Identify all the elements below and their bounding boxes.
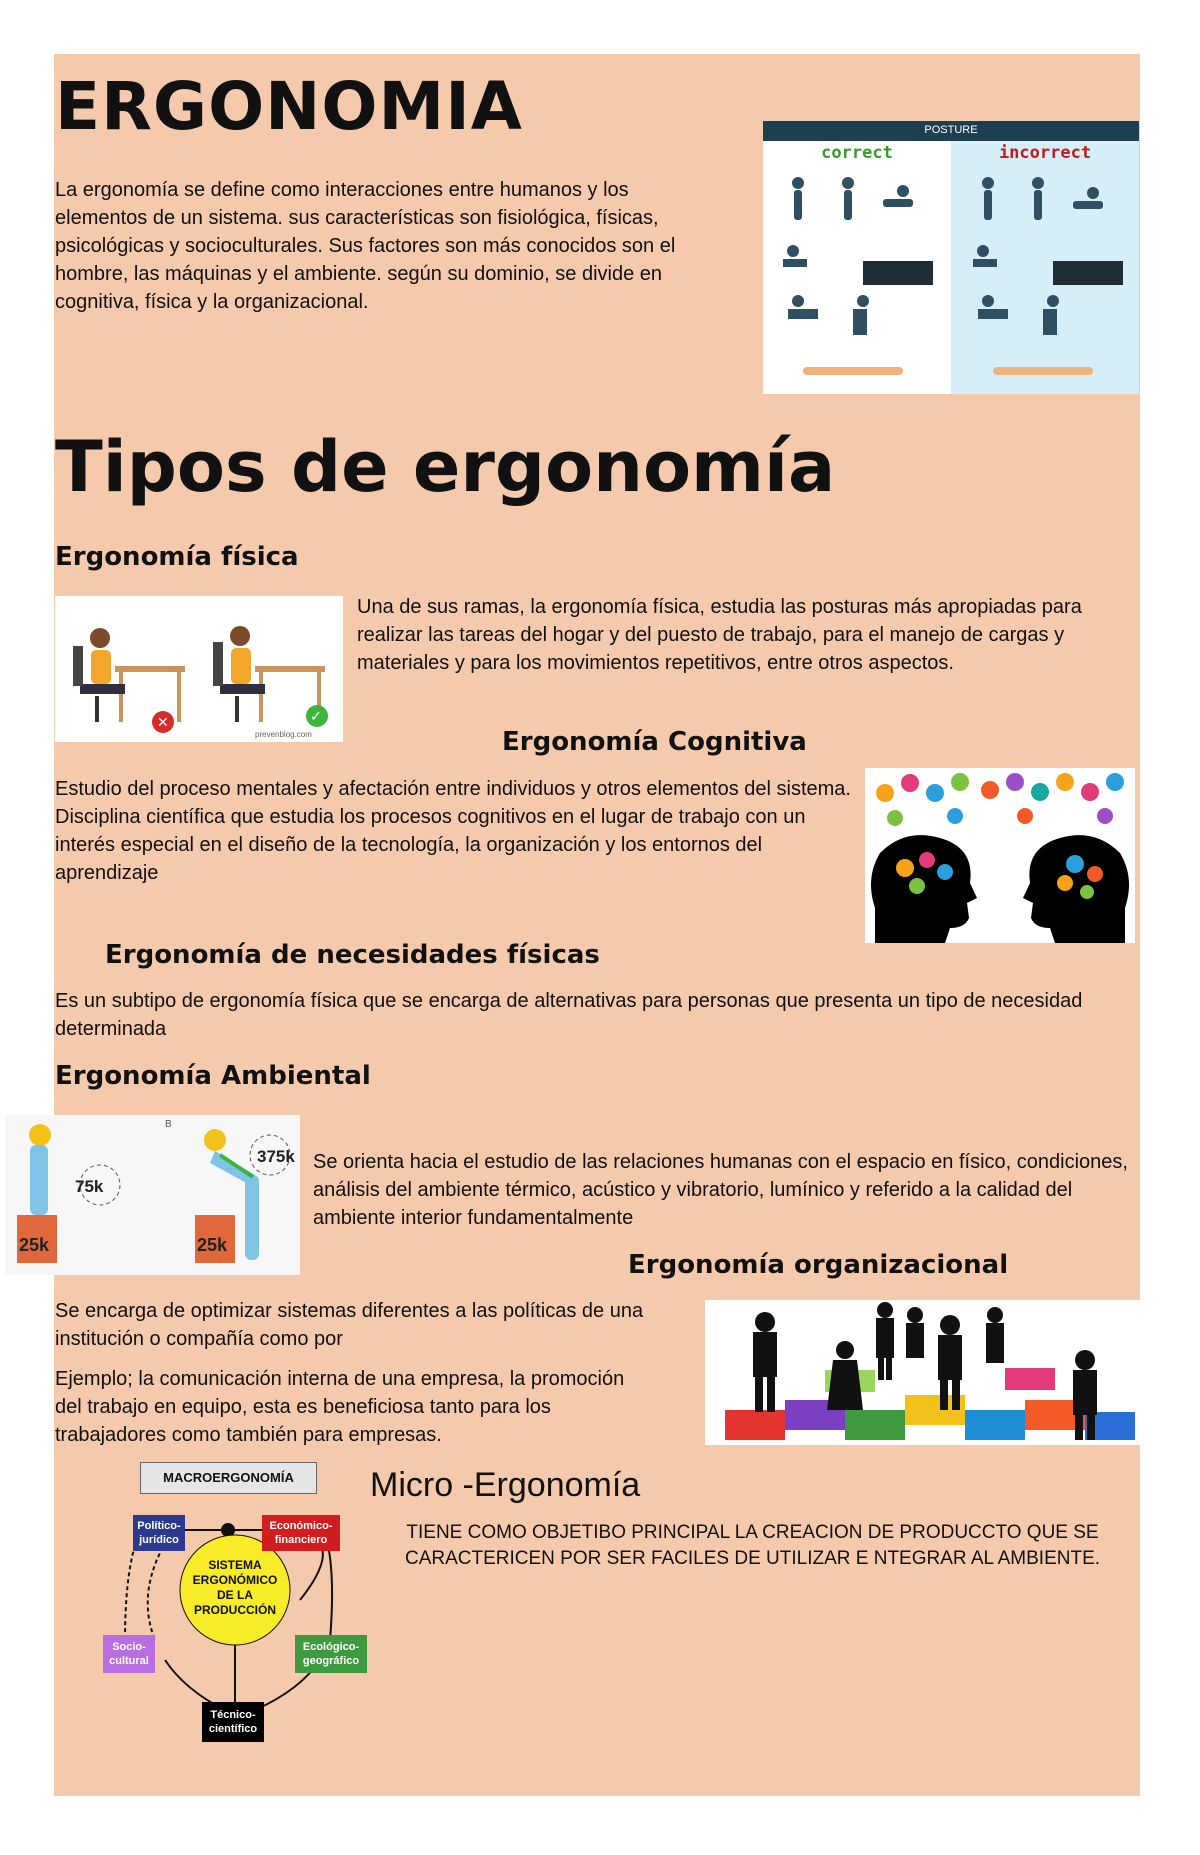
diagram-socio-line2: cultural xyxy=(109,1655,149,1667)
svg-text:✓: ✓ xyxy=(310,709,322,725)
cognitiva-text: Estudio del proceso mentales y afectación entre individuos y otros elementos del sistema. Disciplina científica que estudia los procesos cognitivos en el lugar de trabajo con un interés especial en el diseño de la tecnología, la organización y los entornos del aprendizaje xyxy=(55,778,851,884)
ambiental-heading: Ergonomía Ambiental xyxy=(55,1061,371,1091)
diagram-economico-line2: financiero xyxy=(274,1534,328,1546)
posture-image xyxy=(763,121,1139,394)
ambiental-box-a: 25k xyxy=(19,1235,50,1255)
posture-header: POSTURE xyxy=(924,124,978,136)
diagram-economico-line1: Económico- xyxy=(269,1520,333,1532)
diagram-politico-line2: jurídico xyxy=(139,1534,179,1546)
ambiental-image xyxy=(5,1115,300,1275)
micro-text: TIENE COMO OBJETIBO PRINCIPAL LA CREACION DE PRODUCCTO QUE SE CARACTERICEN POR SER FACILES DE UTILIZAR E NTEGRAR AL AMBIENTE. xyxy=(404,1522,1101,1569)
diagram-ecologico xyxy=(295,1635,367,1673)
page-title: ERGONOMIA xyxy=(55,68,523,145)
macroergonomia-diagram xyxy=(95,1460,385,1750)
ambiental-panel-b: B xyxy=(165,1119,172,1130)
organizacional-text-1: Se encarga de optimizar sistemas diferentes a las políticas de una institución o compañía como por xyxy=(55,1300,644,1350)
cognitiva-image xyxy=(865,768,1135,943)
diagram-center-line2: ERGONÓMICO xyxy=(192,1573,278,1587)
ambiental-load-b: 375k xyxy=(257,1147,295,1166)
fisica-text: Una de sus ramas, la ergonomía física, estudia las posturas más apropiadas para realizar las tareas del hogar y del puesto de trabajo, para el manejo de cargas y materiales y para los movimientos repetitivos, entre otros aspectos. xyxy=(357,596,1082,674)
diagram-center-label xyxy=(180,1558,290,1618)
diagram-economico xyxy=(262,1515,340,1551)
fisica-image xyxy=(55,596,343,742)
diagram-politico-line1: Político- xyxy=(137,1520,181,1532)
diagram-tecnico-line1: Técnico- xyxy=(210,1709,256,1721)
diagram-center-line4: PRODUCCIÓN xyxy=(193,1603,276,1617)
cognitiva-heading: Ergonomía Cognitiva xyxy=(502,727,807,757)
diagram-ecologico-line2: geográfico xyxy=(302,1655,360,1667)
diagram-politico xyxy=(133,1515,185,1551)
fisica-image-credit: prevenblog.com xyxy=(255,730,312,739)
diagram-title: MACROERGONOMÍA xyxy=(140,1462,317,1494)
svg-text:✕: ✕ xyxy=(157,715,169,731)
diagram-tecnico xyxy=(202,1702,264,1742)
necesidades-text: Es un subtipo de ergonomía física que se encarga de alternativas para personas que presenta un tipo de necesidad determinada xyxy=(55,990,1083,1040)
diagram-center-line1: SISTEMA xyxy=(208,1558,262,1572)
necesidades-heading: Ergonomía de necesidades físicas xyxy=(105,940,600,970)
incorrect-label: incorrect xyxy=(998,143,1092,163)
micro-heading: Micro -Ergonomía xyxy=(370,1466,641,1504)
types-heading: Tipos de ergonomía xyxy=(55,426,836,508)
organizacional-image xyxy=(705,1300,1140,1445)
diagram-tecnico-line2: científico xyxy=(208,1723,258,1735)
diagram-socio xyxy=(103,1635,155,1673)
correct-label: correct xyxy=(821,143,893,163)
diagram-center-line3: DE LA xyxy=(217,1588,253,1602)
organizacional-heading: Ergonomía organizacional xyxy=(628,1250,1009,1280)
ambiental-text: Se orienta hacia el estudio de las relaciones humanas con el espacio en físico, condiciones, análisis del ambiente térmico, acústico y vibratorio, lumínico y referido a la calidad del ambiente interior fundamentalmente xyxy=(313,1151,1128,1229)
ambiental-load-a: 75k xyxy=(75,1177,104,1196)
organizacional-text-2: Ejemplo; la comunicación interna de una empresa, la promoción del trabajo en equipo, esta es beneficiosa tanto para los trabajadores como también para empresas. xyxy=(55,1368,625,1446)
diagram-socio-line1: Socio- xyxy=(112,1641,146,1653)
diagram-ecologico-line1: Ecológico- xyxy=(302,1641,360,1653)
fisica-heading: Ergonomía física xyxy=(55,542,299,572)
ambiental-box-b: 25k xyxy=(197,1235,228,1255)
intro-text: La ergonomía se define como interacciones entre humanos y los elementos de un sistema. sus características son fisiológica, físicas, psicológicas y socioculturales. Sus factores son más conocidos son el hombre, las máquinas y el ambiente. según su dominio, se divide en cognitiva, física y la organizacional. xyxy=(55,179,676,313)
